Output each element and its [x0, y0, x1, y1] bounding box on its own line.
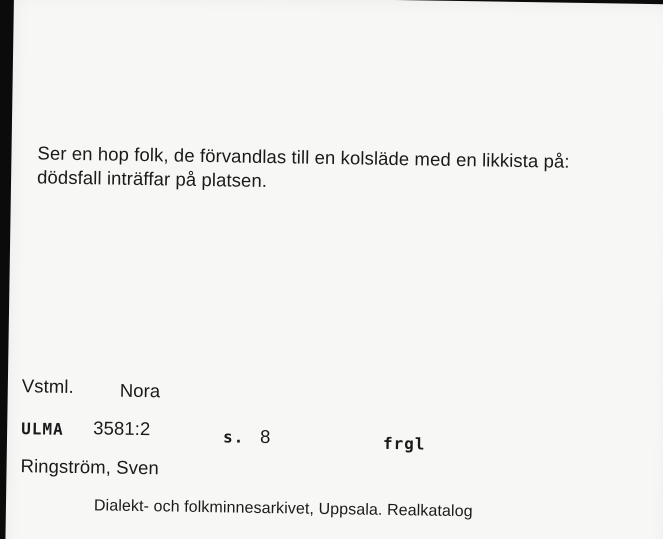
description-line-1: Ser en hop folk, de förvandlas till en kolsläde med en likkista på:	[37, 142, 570, 172]
page-prefix: s.	[222, 427, 245, 447]
page-number: 8	[259, 425, 271, 448]
description-line-2: dödsfall inträffar på platsen.	[36, 166, 268, 191]
province-label: Vstml.	[21, 375, 75, 397]
collector-name: Ringström, Sven	[20, 455, 159, 479]
archive-number: 3581:2	[93, 417, 151, 440]
archive-footer: Dialekt- och folkminnesarkivet, Uppsala. Realkatalog	[93, 497, 473, 521]
archive-code: ULMA	[21, 419, 64, 439]
index-card	[5, 0, 663, 539]
parish-name: Nora	[119, 379, 161, 402]
category-code: frgl	[382, 433, 426, 454]
